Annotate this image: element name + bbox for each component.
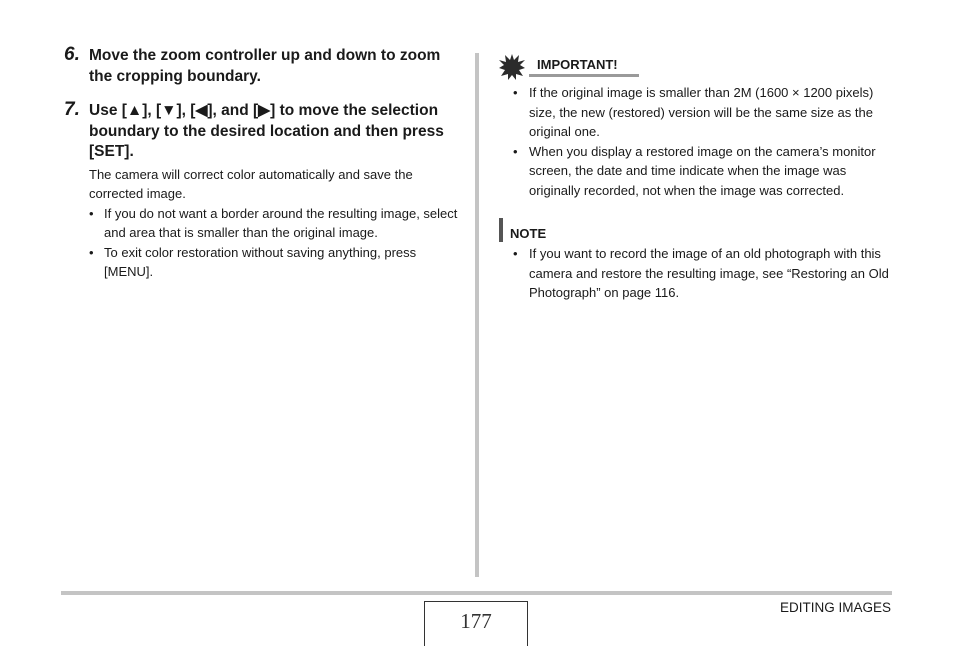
page-number-box (424, 601, 528, 646)
footer-rule (61, 591, 892, 595)
important-underline (529, 74, 639, 77)
page-number: 177 (460, 609, 492, 633)
note-bar-icon (499, 218, 503, 242)
important-bullet-list (499, 83, 899, 200)
step-instruction: Move the zoom controller up and down to zoom the cropping boundary. (89, 47, 441, 85)
note-bullet-list (499, 244, 899, 303)
list-item: • If you want to record the image of an old photograph with this camera and restore the resulting image, see “Restoring an Old Photograph” on page 116. (499, 244, 899, 303)
column-divider (475, 53, 479, 577)
list-item: • When you display a restored image on the camera’s monitor screen, the date and time indicate when the image was originally recorded, not when the image was corrected. (499, 142, 899, 201)
step-number: 6. (64, 44, 80, 65)
step-6 (64, 46, 464, 87)
starburst-icon (499, 54, 525, 80)
list-item: • To exit color restoration without saving anything, press [MENU]. (89, 243, 464, 282)
step-instruction: Use [▲], [▼], [◀], and [▶] to move the selection boundary to the desired location and then press [SET]. (89, 102, 444, 160)
important-header (499, 54, 899, 78)
note-header (499, 218, 899, 242)
step-7 (64, 101, 464, 163)
note-label: NOTE (510, 226, 547, 241)
section-title: EDITING IMAGES (779, 600, 891, 615)
step-number: 7. (64, 99, 80, 120)
step-7-description: The camera will correct color automatically and save the corrected image. (89, 166, 413, 201)
list-item: • If the original image is smaller than 2M (1600 × 1200 pixels) size, the new (restored) version will be the same size as the original one. (499, 83, 899, 142)
step-7-bullet-list (64, 204, 464, 282)
left-column (64, 46, 464, 282)
right-column (499, 54, 899, 303)
list-item: • If you do not want a border around the resulting image, select and area that is smaller than the original image. (89, 204, 464, 243)
important-label: IMPORTANT! (537, 57, 618, 72)
